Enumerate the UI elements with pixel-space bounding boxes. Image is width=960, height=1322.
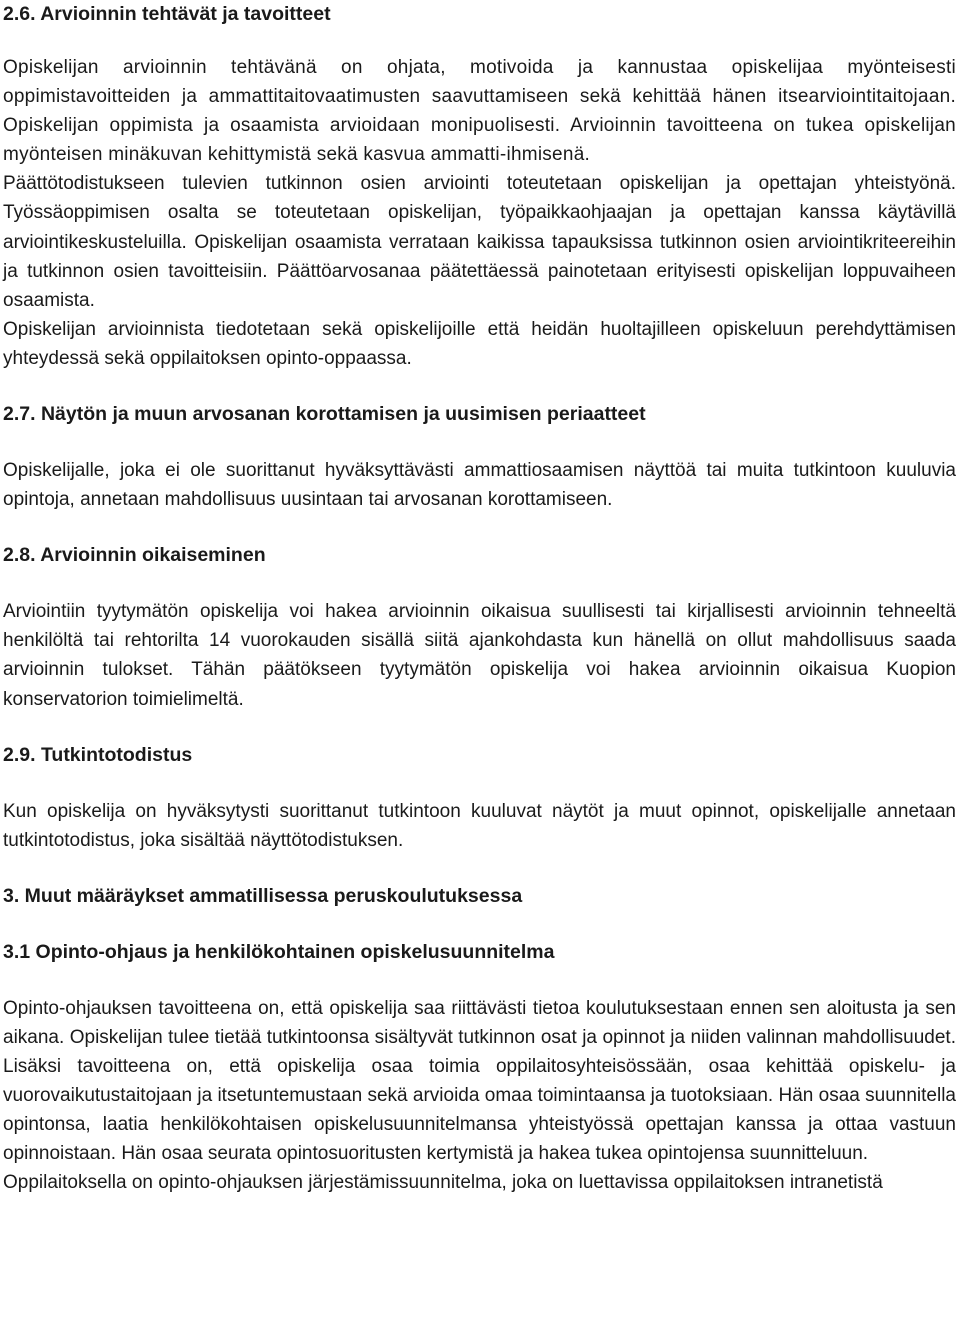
spacer: [3, 911, 956, 938]
section-heading-3-1: 3.1 Opinto-ohjaus ja henkilökohtainen opiskelusuunnitelma: [3, 940, 555, 963]
section-heading-2-8: 2.8. Arvioinnin oikaiseminen: [3, 544, 266, 567]
section-heading-2-6: 2.6. Arvioinnin tehtävät ja tavoitteet: [3, 3, 331, 25]
section-heading-2-9: 2.9. Tutkintotodistus: [3, 743, 193, 766]
spacer: [3, 29, 956, 53]
paragraph-3-1-2: Oppilaitoksella on opinto-ohjauksen järjestämissuunnitelma, joka on luettavissa oppilaitoksen intranetistä: [3, 1172, 883, 1194]
paragraph-2-6-2: Päättötodistukseen tulevien tutkinnon osien arviointi toteutetaan opiskelijan ja opettajan yhteistyönä. Työssäoppimisen osalta se toteutetaan opiskelijan, työpaikkaohjaajan ja opettajan kanssa käytävillä arviointikeskusteluilla. Opiskelijan osaamista verrataan kaikissa tapauksissa tutkinnon osien arviointikriteereihin ja tutkinnon osien tavoitteisiin. Päättöarvosanaa päätettäessä painotetaan erityisesti opiskelijan loppuvaiheen osaamista.: [3, 173, 956, 311]
spacer: [3, 714, 956, 741]
spacer: [3, 770, 956, 797]
spacer: [3, 373, 956, 400]
paragraph-2-7-1: Opiskelijalle, joka ei ole suorittanut hyväksyttävästi ammattiosaamisen näyttöä tai muita tutkintoon kuuluvia opintoja, annetaan mahdollisuus uusintaan tai arvosanan korottamiseen.: [3, 460, 956, 511]
paragraph-2-6-1: Opiskelijan arvioinnin tehtävänä on ohjata, motivoida ja kannustaa opiskelijaa myönteisesti oppimistavoitteiden ja ammattitaitovaatimusten saavuttamiseen sekä kehittää hänen itsearviointitaitojaan. Opiskelijan oppimista ja osaamista arvioidaan monipuolisesti. Arvioinnin tavoitteena on tukea opiskelijan myönteisen minäkuvan kehittymistä sekä kasvua ammatti-ihmisenä.: [3, 57, 956, 166]
spacer: [3, 514, 956, 541]
paragraph-2-9-1: Kun opiskelija on hyväksytysti suorittanut tutkintoon kuuluvat näytöt ja muut opinnot, opiskelijalle annetaan tutkintotodistus, joka sisältää näyttötodistuksen.: [3, 800, 956, 851]
paragraph-3-1-1: Opinto-ohjauksen tavoitteena on, että opiskelija saa riittävästi tietoa koulutuksestaan ennen sen aloitusta ja sen aikana. Opiskelijan tulee tietää tutkintoonsa sisältyvät tutkinnon osat ja opinnot ja niiden valinnan mahdollisuudet. Lisäksi tavoitteena on, että opiskelija osaa toimia oppilaitosyhteisössään, osaa kehittää opiskelu- ja vuorovaikutustaitojaan ja itsetuntemustaan sekä arvioida omaa toimintaansa ja tuotoksiaan. Hän osaa suunnitella opintonsa, laatia henkilökohtaisen opiskelusuunnitelmansa yhteistyössä opettajan kanssa ja ottaa vastuun opinnoistaan. Hän osaa seurata opintosuoritusten kertymistä ja hakea tukea opintojensa suunnitteluun.: [3, 997, 956, 1165]
spacer: [3, 855, 956, 882]
spacer: [3, 967, 956, 994]
paragraph-2-6-3: Opiskelijan arvioinnista tiedotetaan sekä opiskelijoille että heidän huoltajilleen opiskeluun perehdyttämisen yhteydessä sekä oppilaitoksen opinto-oppaassa.: [3, 318, 956, 369]
spacer: [3, 570, 956, 597]
section-heading-3: 3. Muut määräykset ammatillisessa peruskoulutuksessa: [3, 884, 523, 907]
spacer: [3, 429, 956, 456]
paragraph-2-8-1: Arviointiin tyytymätön opiskelija voi hakea arvioinnin oikaisua suullisesti tai kirjallisesti arvioinnin tehneeltä henkilöltä tai rehtorilta 14 vuorokauden sisällä siitä ajankohdasta kun hänellä on ollut mahdollisuus saada arvioinnin tulokset. Tähän päätökseen tyytymätön opiskelija voi hakea arvioinnin oikaisua Kuopion konservatorion toimielimeltä.: [3, 601, 956, 710]
section-heading-2-7: 2.7. Näytön ja muun arvosanan korottamisen ja uusimisen periaatteet: [3, 403, 646, 426]
